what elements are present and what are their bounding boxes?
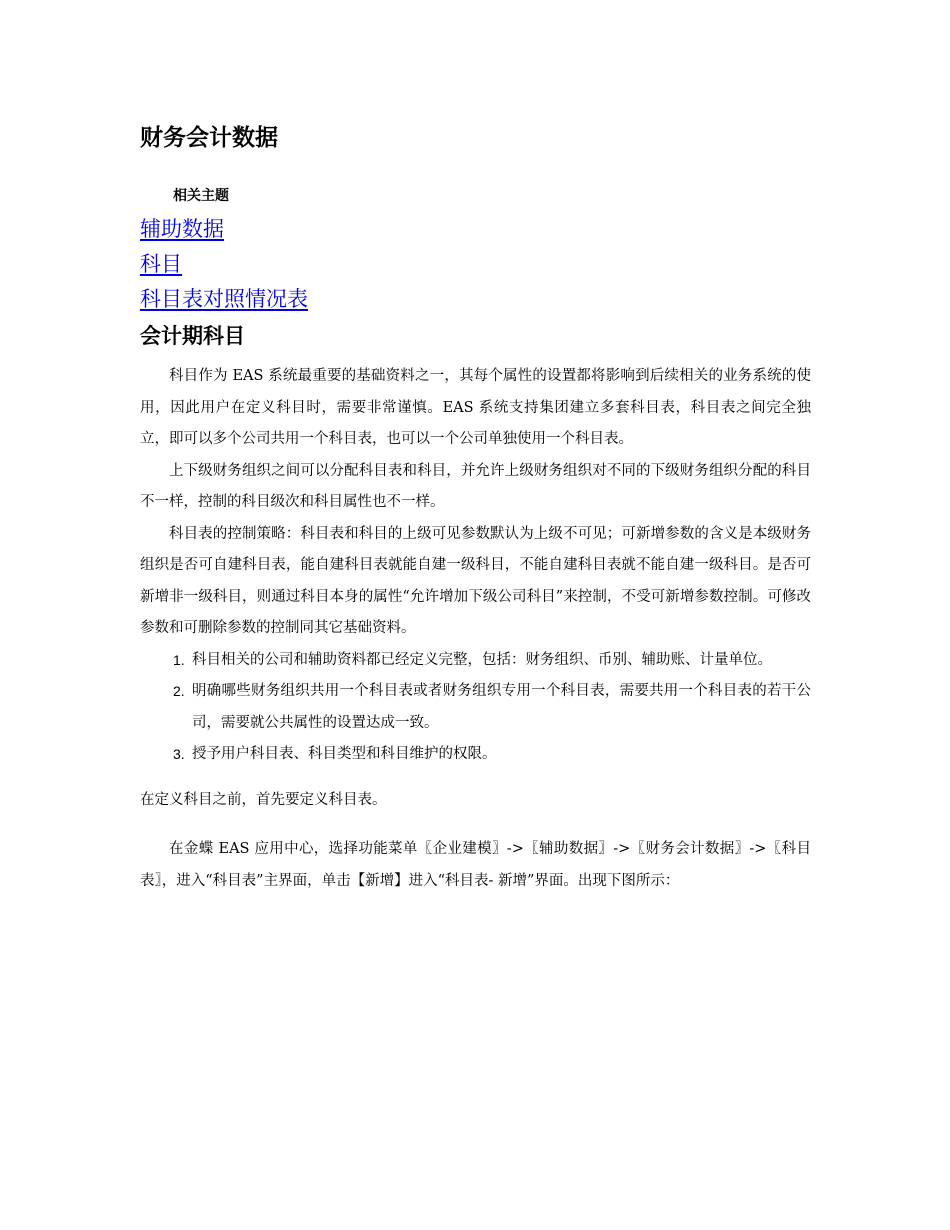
page-title: 财务会计数据 — [140, 125, 278, 151]
paragraph-intro: 科目作为 EAS 系统最重要的基础资料之一，其每个属性的设置都将影响到后续相关的业务系统的使用，因此用户在定义科目时，需要非常谨慎。EAS 系统支持集团建立多套科目表，科目表之间完全独立，即可以多个公司共用一个科目表，也可以一个公司单独使用一个科目表。 — [140, 368, 811, 447]
document-body — [140, 361, 811, 897]
list-item-text: 授予用户科目表、科目类型和科目维护的权限。 — [192, 746, 497, 762]
paragraph-allocation: 上下级财务组织之间可以分配科目表和科目，并允许上级财务组织对不同的下级财务组织分配的科目不一样，控制的科目级次和科目属性也不一样。 — [140, 462, 811, 510]
list-item-number: 1. — [173, 651, 185, 668]
list-item-text: 科目相关的公司和辅助资料都已经定义完整，包括：财务组织、币别、辅助账、计量单位。 — [192, 651, 772, 668]
spacer — [140, 816, 811, 834]
prerequisite-list — [140, 645, 811, 771]
list-item — [140, 676, 811, 739]
link-account[interactable]: 科目 — [140, 252, 182, 276]
list-item-text: 明确哪些财务组织共用一个科目表或者财务组织专用一个科目表，需要共用一个科目表的若干公司，需要就公共属性的设置达成一致。 — [192, 683, 811, 731]
spacer — [140, 771, 811, 785]
link-auxiliary-data[interactable]: 辅助数据 — [140, 217, 224, 241]
related-link-item — [140, 247, 308, 282]
list-item — [140, 739, 811, 771]
section-title: 会计期科目 — [140, 324, 245, 348]
link-account-table-mapping[interactable]: 科目表对照情况表 — [140, 287, 308, 311]
paragraph-control-strategy: 科目表的控制策略：科目表和科目的上级可见参数默认为上级不可见；可新增参数的含义是本级财务组织是否可自建科目表，能自建科目表就能自建一级科目，不能自建科目表就不能自建一级科目。是否可新增非一级科目，则通过科目本身的属性“允许增加下级公司科目”来控制，不受可新增参数控制。可修改参数和可删除参数的控制同其它基础资料。 — [140, 525, 811, 636]
paragraph-menu-instruction: 在金蝶 EAS 应用中心，选择功能菜单〖企业建模〗->〖辅助数据〗->〖财务会计数据〗->〖科目表〗，进入“科目表”主界面，单击【新增】进入“科目表- 新增”界面。出现下图所示： — [140, 841, 811, 889]
list-item — [140, 645, 811, 677]
related-links-list — [140, 212, 308, 317]
paragraph-before-define: 在定义科目之前，首先要定义科目表。 — [140, 791, 387, 808]
related-link-item — [140, 282, 308, 317]
list-item-number: 3. — [173, 746, 185, 762]
related-link-item — [140, 212, 308, 247]
related-topics-label: 相关主题 — [173, 188, 229, 204]
list-item-number: 2. — [173, 683, 185, 699]
